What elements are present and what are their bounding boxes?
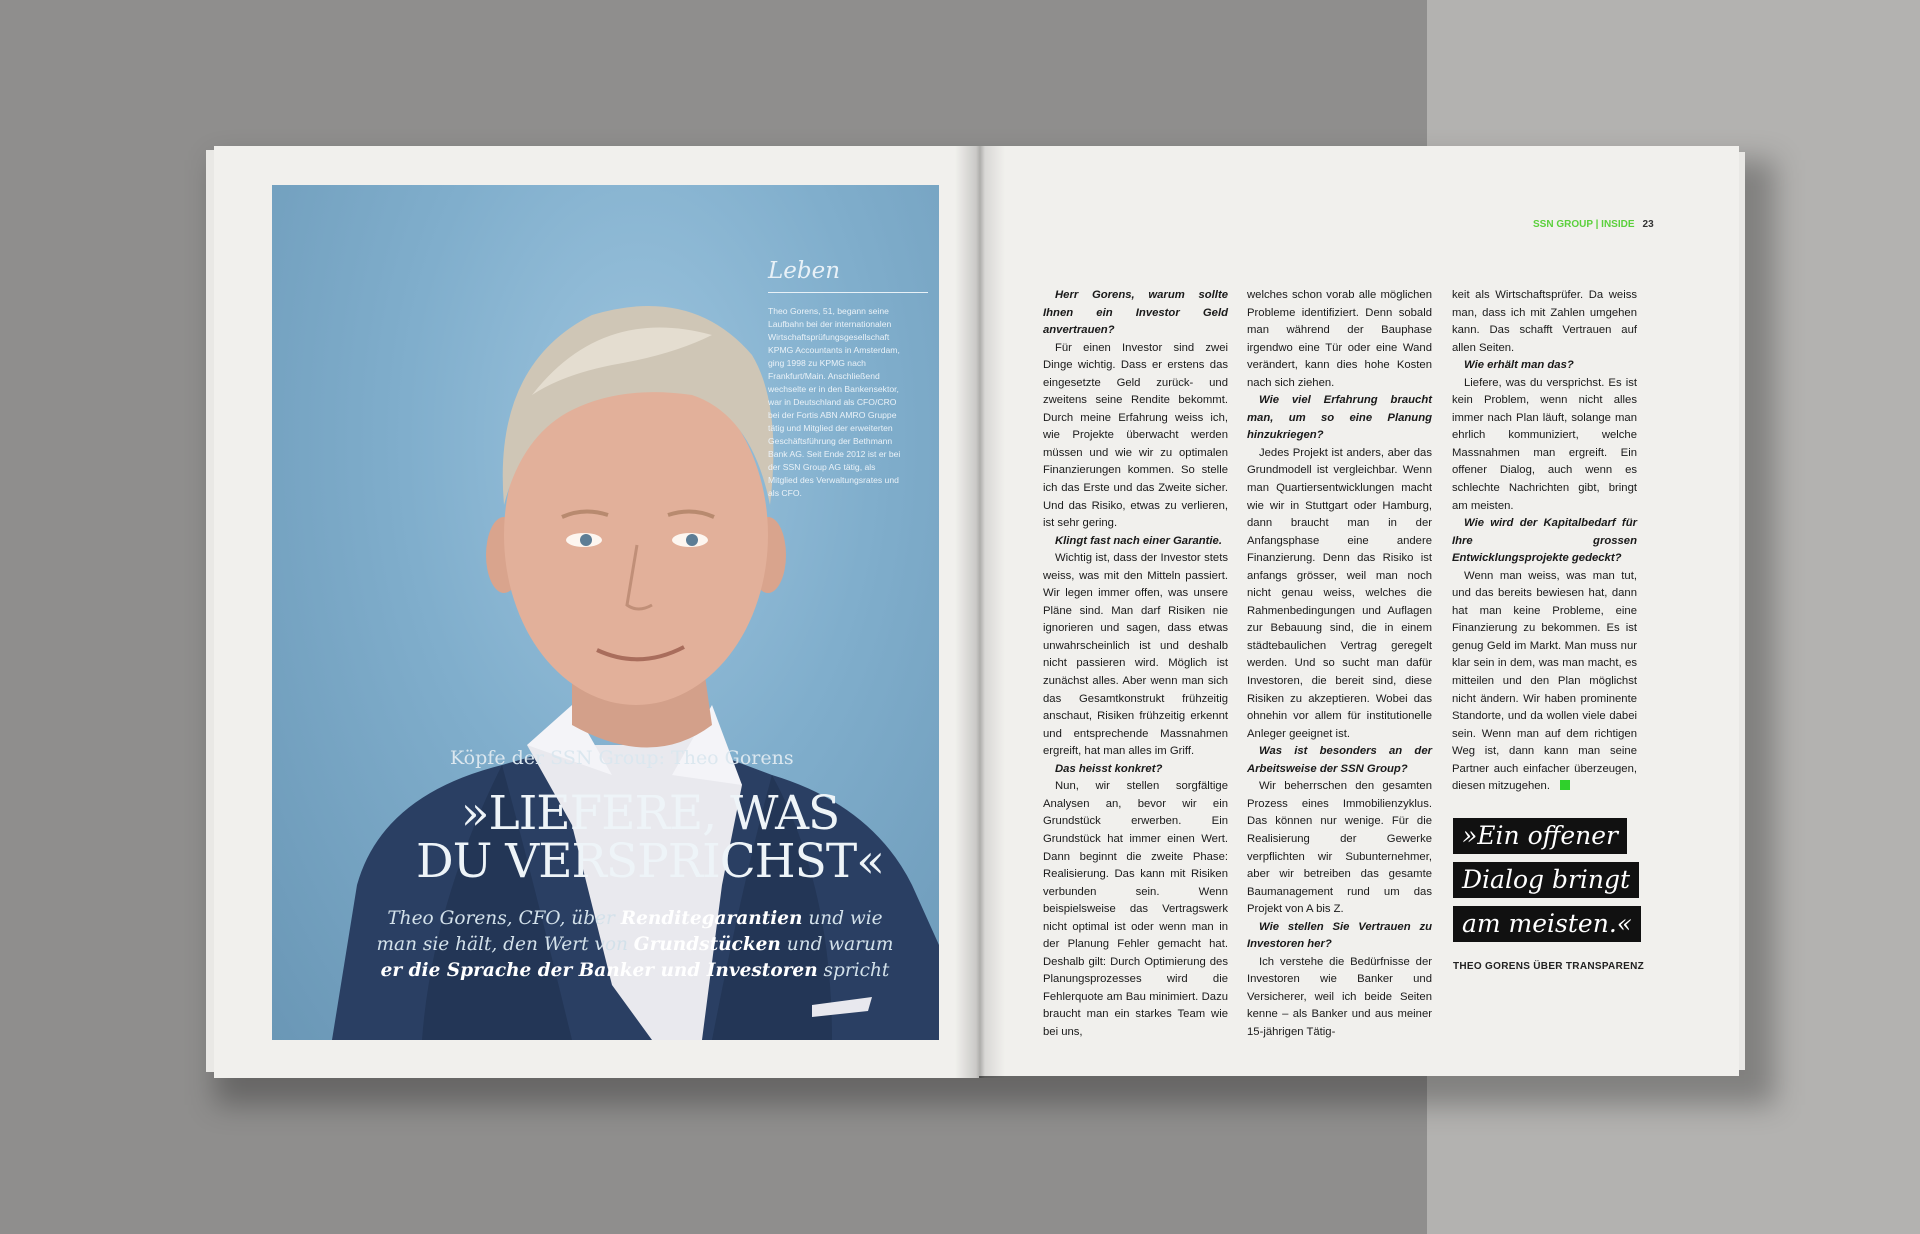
pull-quote-line: »Ein offener <box>1453 818 1627 854</box>
interview-question: Wie viel Erfahrung braucht man, um so eine Planung hinzukriegen? <box>1247 394 1432 442</box>
deck-text-1: Theo Gorens, CFO, über <box>387 908 621 929</box>
interview-answer: Wenn man weiss, was man tut, und das bereits bewiesen hat, dann hat man keine Probleme, eine Finanzierung zu bekommen. Es ist genug Geld im Markt. Man muss nur klar sein in dem, was man macht, es mitteilen und den Plan möglichst nicht ändern. Wir haben prominente Standorte, und da wollen viele dabei sein. Wenn man auf dem richtigen Weg ist, dann kann man seine Partner auch einfacher überzeugen, diesen mitzugehen. <box>1452 569 1637 793</box>
deck-text-3: und warum <box>780 934 894 955</box>
deck-text-4: spricht <box>817 960 890 981</box>
pull-quote-line: am meisten.« <box>1453 906 1641 942</box>
text-column-2 <box>1247 287 1432 1042</box>
spine-gutter <box>955 146 1005 1078</box>
interview-question: Wie stellen Sie Vertrauen zu Investoren her? <box>1247 920 1432 951</box>
pull-quote <box>1453 818 1641 950</box>
sidebar-bio: Theo Gorens, 51, begann seine Laufbahn bei der internationalen Wirtschaftsprüfungsgesellschaft KPMG Accountants in Amsterdam, ging 1998 zu KPMG nach Frankfurt/Main. Anschließend wechselte er in den Bankensektor, war in Deutschland als CFO/CRO bei der Fortis ABN AMRO Gruppe tätig und Mitglied der erweiterten Geschäftsführung der Bethmann Bank AG. Seit Ende 2012 ist er bei der SSN Group AG tätig, als Mitglied des Verwaltungsrates und als CFO. <box>768 306 901 498</box>
interview-question: Herr Gorens, warum sollte Ihnen ein Investor Geld anvertrauen? <box>1043 289 1228 337</box>
running-head-label: SSN GROUP | INSIDE <box>1533 219 1635 230</box>
headline-line-2: DU VERSPRICHST« <box>416 834 884 889</box>
article-headline <box>370 786 930 889</box>
article-kicker: Köpfe der SSN Group: Theo Gorens <box>450 747 794 769</box>
deck-bold-3: er die Sprache der Banker und Investoren <box>380 960 818 981</box>
interview-answer: Liefere, was du versprichst. Es ist kein Problem, wenn nicht alles immer nach Plan läuft, solange man ehrlich kommuniziert, welche Massnahmen man ergreift. Ein offener Dialog, auch wenn es schlechte Nachrichten gibt, bringt am meisten. <box>1452 376 1637 512</box>
sidebar-title: Leben <box>768 258 841 284</box>
interview-answer: Ich verstehe die Bedürfnisse der Investoren wie Banker und Versicherer, weil ich beide Seiten kenne – als Banker und aus meiner 15-jährigen Tätig- <box>1247 955 1432 1038</box>
pull-quote-line: Dialog bringt <box>1453 862 1639 898</box>
interview-answer: Nun, wir stellen sorgfältige Analysen an, bevor wir ein Grundstück erwerben. Ein Grundstück hat immer einen Wert. Dann beginnt die zweite Phase: Realisierung. Das kann mit Risiken verbunden sein. Wenn beispielsweise das Vertragswerk nicht optimal ist oder wenn man in der Planung Fehler gemacht hat. Deshalb gilt: Durch Optimierung des Planungsprozesses wird die Fehlerquote am Bau minimiert. Dazu braucht man ein starkes Team wie bei uns, <box>1043 780 1228 1038</box>
interview-answer: Wichtig ist, dass der Investor stets weiss, was mit den Mitteln passiert. Wir legen immer offen, was unsere Pläne sind. Man darf Risiken nie ignorieren und sagen, dass etwas unwahrscheinlich ist und deshalb nicht passieren wird. Möglich ist zunächst alles. Aber wenn man sich das Gesamtkonstrukt frühzeitig anschaut, Risiken frühzeitig erkennt und entsprechende Massnahmen ergreift, hat man alles im Griff. <box>1043 552 1228 758</box>
interview-question: Wie wird der Kapitalbedarf für Ihre grossen Entwicklungsprojekte gedeckt? <box>1452 517 1637 565</box>
interview-question: Wie erhält man das? <box>1464 359 1574 372</box>
running-head <box>1533 219 1654 230</box>
text-column-3 <box>1452 287 1637 796</box>
interview-question: Klingt fast nach einer Garantie. <box>1055 534 1222 547</box>
sidebar-title-rule <box>768 292 928 293</box>
pull-quote-byline: THEO GORENS ÜBER TRANSPARENZ <box>1453 961 1645 972</box>
interview-answer: Wir beherrschen den gesamten Prozess eines Immobilienzyklus. Das können nur wenige. Für die Realisierung der Gewerke verpflichten wir Subunternehmer, aber wir betreiben das gesamte Baumanagement rund um das Projekt von A bis Z. <box>1247 780 1432 916</box>
deck-text-2: und wie man sie hält, den Wert von <box>376 908 883 955</box>
interview-answer: keit als Wirtschaftsprüfer. Da weiss man, dass ich mit Zahlen umgehen kann. Das schafft Vertrauen auf allen Seiten. <box>1452 289 1637 354</box>
deck-bold-2: Grundstücken <box>633 934 781 955</box>
page-number: 23 <box>1642 219 1654 230</box>
deck-bold-1: Renditegarantien <box>620 908 803 929</box>
interview-question: Was ist besonders an der Arbeitsweise der SSN Group? <box>1247 745 1432 775</box>
interview-answer: Für einen Investor sind zwei Dinge wichtig. Dass er erstens das eingesetzte Geld zurück- und zweitens seine Rendite bekommt. Durch meine Erfahrung weiss ich, wie Projekte überwacht werden müssen und wie wir zu optimalen Finanzierungen kommen. So stelle ich das Erste und das Zweite sicher. Und das Risiko, etwas zu verlieren, ist sehr gering. <box>1043 341 1228 530</box>
interview-question: Das heisst konkret? <box>1055 762 1163 775</box>
headline-line-1: »LIEFERE, WAS <box>460 786 840 841</box>
interview-answer: Jedes Projekt ist anders, aber das Grundmodell ist vergleichbar. Wenn man Quartiersentwicklungen macht wie wir in Stuttgart oder Hamburg, dann braucht man in der Anfangsphase eine andere Finanzierung. Denn das Risiko ist anfangs grösser, weil man noch nicht genau weiss, welches die Rahmenbedingungen und Auflagen zur Bebauung sind, die in einem städtebaulichen Vertrag geregelt werden. Und so sucht man dafür Investoren, die bereit sind, diese Risiken zu akzeptieren. Wobei das ohnehin vor allem für institutionelle Anleger geeignet ist. <box>1247 446 1432 740</box>
article-deck <box>370 906 900 984</box>
interview-answer: welches schon vorab alle möglichen Probleme identifiziert. Denn sobald man während der Bauphase irgendwo eine Tür oder eine Wand verändert, kann dies hohe Kosten nach sich ziehen. <box>1247 289 1432 389</box>
end-mark-icon <box>1560 780 1570 790</box>
text-column-1 <box>1043 287 1228 1042</box>
